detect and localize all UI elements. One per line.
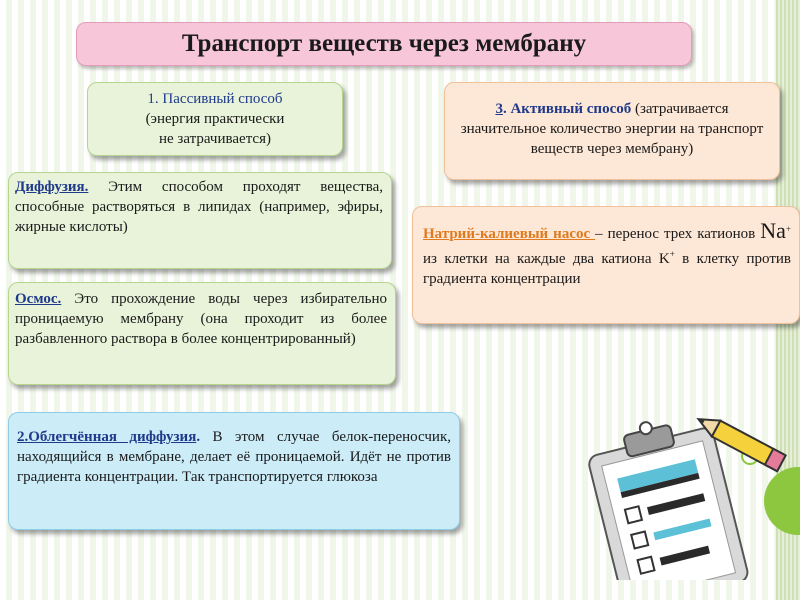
active-heading: . Активный способ <box>502 101 632 117</box>
osmosis-text: Это прохождение воды через избирательно проницаемую мембрану (она проходит из более разбавленного раствора в более концентрированный) <box>15 291 387 347</box>
diffusion-text: Этим способом проходят вещества, способные растворяться в липидах (например, эфиры, жирные кислоты) <box>15 179 383 235</box>
active-method-box <box>444 82 780 180</box>
osmosis-term: Осмос. <box>15 291 62 307</box>
diffusion-box <box>8 172 392 269</box>
slide-title: Транспорт веществ через мембрану <box>76 22 692 66</box>
osmosis-box <box>8 282 396 385</box>
sodium-pump-text3: в клетку против градиента концентрации <box>423 251 791 287</box>
diffusion-term: Диффузия. <box>15 179 89 195</box>
facilitated-term: 2.Облегчённая диффузия <box>17 429 197 445</box>
active-number: 3 <box>495 101 503 117</box>
passive-method-box <box>87 82 343 156</box>
facilitated-dot: . <box>196 429 201 445</box>
facilitated-text: В этом случае белок-переносчик, находящийся в мембране, делает её проницаемой. Идёт не против градиента концентрации. Так транспортируется глюкоза <box>17 429 451 485</box>
passive-heading: 1. Пассивный способ <box>147 91 283 107</box>
sodium-symbol: Na <box>760 218 786 243</box>
passive-line1: (энергия практически <box>145 111 285 127</box>
potassium-charge: + <box>669 249 675 259</box>
potassium-symbol: K <box>658 251 670 267</box>
sodium-pump-term: Натрий-калиевый насос <box>423 226 596 242</box>
active-description: (затрачивается значительное количество энергии на транспорт веществ через мембрану) <box>460 101 764 157</box>
facilitated-diffusion-box <box>8 412 460 530</box>
sodium-pump-text1: – перенос трех катионов <box>595 226 761 242</box>
sodium-pump-box <box>412 206 800 324</box>
passive-line2: не затрачивается) <box>159 131 271 147</box>
sodium-pump-text2: из клетки на каждые два катиона <box>423 251 659 267</box>
sodium-charge: + <box>785 224 791 234</box>
clipboard-icon <box>562 400 792 580</box>
